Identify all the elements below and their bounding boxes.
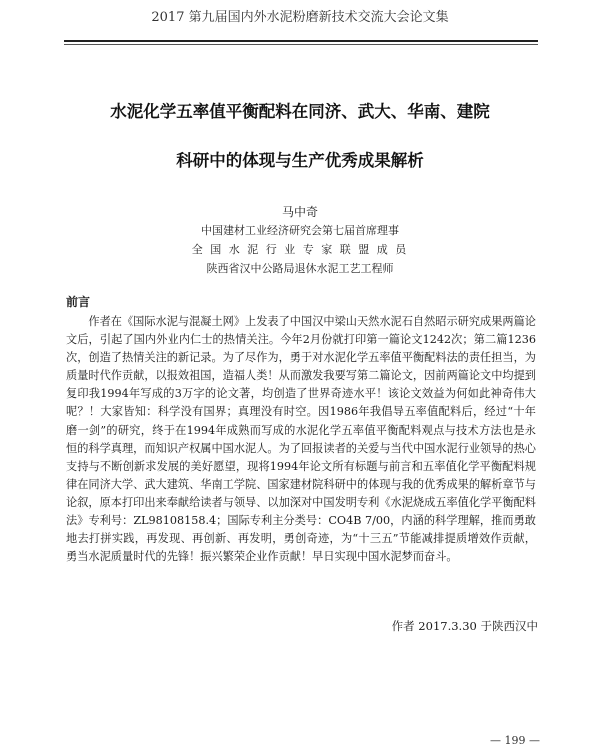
section-heading: 前言 <box>66 295 91 309</box>
affiliation-3: 陕西省汉中公路局退休水泥工艺工程师 <box>206 262 394 275</box>
header-rule-thick <box>64 40 538 42</box>
signature-line: 作者 2017.3.30 于陕西汉中 <box>391 619 538 633</box>
page-number: — 199 — <box>490 734 540 747</box>
running-head: 2017 第九届国内外水泥粉磨新技术交流大会论文集 <box>151 10 449 25</box>
body-paragraph: 作者在《国际水泥与混凝土网》上发表了中国汉中梁山天然水泥石自然昭示研究成果两篇论文后，引起了国内外业内仁士的热情关注。今年2月份就打印第一篇论文1242次；第二篇1236次，创造了热情关注的新记录。为了尽作为，勇于对水泥化学五率值平衡配料法的责任担当，为质量时代作贡献，以报效祖国，造福人类！从而激发我要写第二篇论文，因前两篇论文中均提到复印我1994年写成的3万字的论文著，均创造了世界奇迹水平！该论文效益为何如此神奇伟大呢？！大家皆知：科学没有国界；真理没有时空。因1986年我倡导五率值配料后，经过“十年磨一剑”的研究，终于在1994年成熟而写成的水泥化学五率值平衡配料观点与技术方法也是永恒的科学真理，而知识产权属中国水泥人。为了回报读者的关爱与当代中国水泥行业领导的热心支持与不断创新求发展的美好愿望，现将1994年论文所有标题与前言和五率值化学平衡配料规律在同济大学、武大建筑、华南工学院、国家建材院科研中的体现与我的优秀成果的解析章节与论叙，原本打印出来奉献给读者与领导、以加深对中国发明专利《水泥烧成五率值化学平衡配料法》专利号：ZL98108158.4；国际专利主分类号：CO4B 7/00，内涵的科学理解，推而勇敢地去打拼实践，再发现、再创新、再发明，勇创奇迹，为“十三五”节能减排提质增效作贡献，勇当水泥质量时代的先锋！振兴繁荣企业作贡献！早日实现中国水泥梦而奋斗。 <box>66 315 536 564</box>
author-name: 马中奇 <box>281 205 318 219</box>
affiliation-2: 全 国 水 泥 行 业 专 家 联 盟 成 员 <box>191 243 409 256</box>
paper-title-line-2: 科研中的体现与生产优秀成果解析 <box>176 151 424 170</box>
header-rule-thin <box>64 44 538 45</box>
affiliation-1: 中国建材工业经济研究会第七届首席理事 <box>201 224 399 237</box>
paper-title-line-1: 水泥化学五率值平衡配料在同济、武大、华南、建院 <box>110 102 490 121</box>
